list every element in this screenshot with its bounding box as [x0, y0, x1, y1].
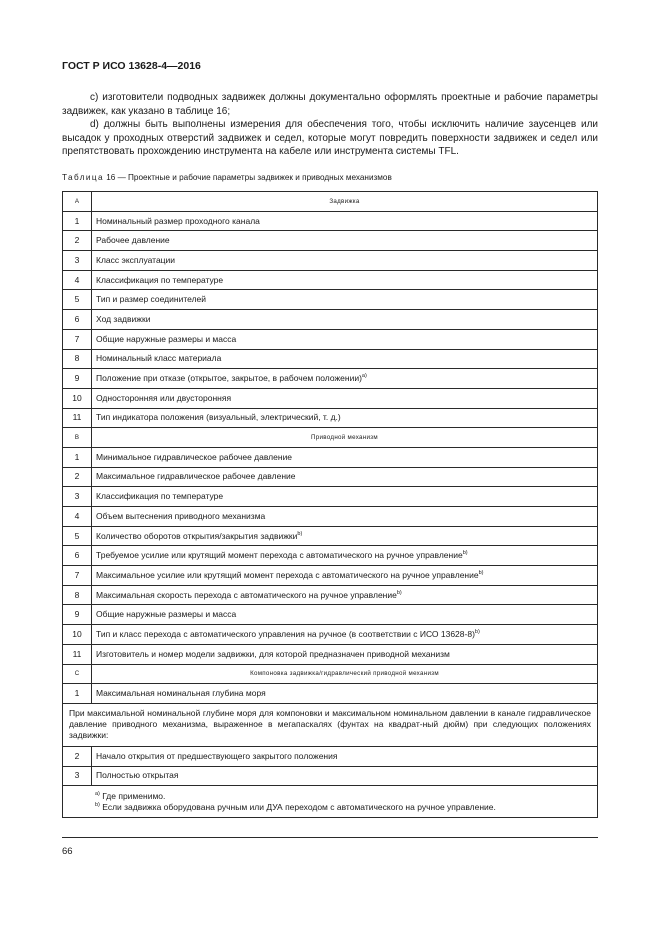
row-text: Минимальное гидравлическое рабочее давление [96, 451, 293, 462]
row-text-cell [92, 467, 598, 487]
row-text: Начало открытия от предшествующего закрытого положения [96, 750, 338, 761]
footnote-text: Если задвижка оборудована ручным или ДУА переходом с автоматического на ручное управление. [102, 801, 496, 812]
row-text: Классификация по температуре [96, 491, 224, 502]
row-text-cell [92, 625, 598, 645]
table-row [63, 211, 598, 231]
row-text: Максимальная номинальная глубина моря [96, 688, 266, 699]
table-row [63, 625, 598, 645]
footnote-line [95, 802, 591, 813]
row-number: 7 [63, 566, 92, 586]
row-number: 4 [63, 270, 92, 290]
row-text-cell [92, 585, 598, 605]
row-text-cell [92, 746, 598, 766]
footnote-ref: b) [396, 589, 402, 596]
section-title: Приводной механизм [92, 428, 598, 448]
table-row [63, 605, 598, 625]
table-caption [62, 173, 392, 182]
row-text: Объем вытеснения приводного механизма [96, 510, 266, 521]
row-text-cell [92, 605, 598, 625]
table-row [63, 746, 598, 766]
footnote-mark: a) [95, 791, 100, 798]
footnote-ref: a) [361, 373, 367, 380]
row-text-cell [92, 526, 598, 546]
row-text-cell [92, 211, 598, 231]
row-text-cell [92, 566, 598, 586]
table-row [63, 310, 598, 330]
table-row [63, 566, 598, 586]
row-text-cell [92, 546, 598, 566]
row-text-cell [92, 408, 598, 428]
row-text: Номинальный размер проходного канала [96, 215, 260, 226]
row-number: 4 [63, 507, 92, 527]
row-text: Максимальное гидравлическое рабочее давление [96, 471, 296, 482]
row-number: 8 [63, 585, 92, 605]
row-text: Полностью открытая [96, 770, 179, 781]
table-row [63, 467, 598, 487]
row-number: 7 [63, 329, 92, 349]
row-text-cell [92, 487, 598, 507]
document-header: ГОСТ Р ИСО 13628-4—2016 [62, 60, 201, 72]
row-number: 6 [63, 310, 92, 330]
row-text: Требуемое усилие или крутящий момент перехода с автоматического на ручное управление [96, 550, 463, 561]
row-text: Изготовитель и номер модели задвижки, для которой предназначен приводной механизм [96, 648, 450, 659]
row-number: 5 [63, 526, 92, 546]
table-row [63, 526, 598, 546]
row-number: 9 [63, 369, 92, 389]
row-text-cell [92, 766, 598, 786]
row-number: 3 [63, 251, 92, 271]
row-text-cell [92, 369, 598, 389]
row-number: 2 [63, 746, 92, 766]
row-text-cell [92, 447, 598, 467]
row-text-cell [92, 349, 598, 369]
bottom-rule [62, 837, 598, 838]
section-letter: А [63, 192, 92, 212]
footnote-text: Где применимо. [102, 791, 166, 802]
paragraph-d: d) должны быть выполнены измерения для обеспечения того, чтобы исключить наличие заусенцев или высадок у проходных отверстий задвижек и седел, которые могут повредить поверхности задвижек и седел или препятствовать прохождению инструмента на кабеле или инструмента системы TFL. [62, 119, 598, 157]
section-letter: В [63, 428, 92, 448]
row-number: 8 [63, 349, 92, 369]
footnote-ref: b) [478, 570, 484, 577]
row-text: Максимальное усилие или крутящий момент перехода с автоматического на ручное управление [96, 569, 479, 580]
table-row [63, 447, 598, 467]
footnote-ref: b) [297, 530, 303, 537]
row-text: Положение при отказе (открытое, закрытое, в рабочем положении) [96, 373, 362, 384]
row-text: Номинальный класс материала [96, 353, 222, 364]
footnote-ref: b) [462, 550, 468, 557]
row-text-cell [92, 310, 598, 330]
footnotes-cell [63, 786, 598, 818]
row-text-cell [92, 251, 598, 271]
row-number: 10 [63, 625, 92, 645]
row-number: 1 [63, 211, 92, 231]
table-row [63, 644, 598, 664]
section-title: Компоновка задвижка/гидравлический приводной механизм [92, 664, 598, 684]
footnote-ref: b) [474, 629, 480, 636]
row-text: Общие наружные размеры и масса [96, 609, 237, 620]
note-row [63, 703, 598, 746]
row-text: Количество оборотов открытия/закрытия задвижки [96, 530, 298, 541]
row-text-cell [92, 644, 598, 664]
row-text-cell [92, 388, 598, 408]
row-text: Ход задвижки [96, 313, 151, 324]
table-row [63, 408, 598, 428]
row-text: Тип индикатора положения (визуальный, электрический, т. д.) [96, 412, 341, 423]
row-number: 3 [63, 487, 92, 507]
row-text-cell [92, 684, 598, 704]
footnote-line [95, 791, 591, 802]
footnote-mark: b) [95, 801, 100, 808]
table-row [63, 270, 598, 290]
row-text: Максимальная скорость перехода с автоматического на ручное управление [96, 589, 397, 600]
table-row [63, 251, 598, 271]
row-text: Односторонняя или двусторонняя [96, 392, 232, 403]
paragraph-c: с) изготовители подводных задвижек должны документально оформлять проектные и рабочие параметры задвижек, как указано в таблице 16; [62, 92, 598, 117]
footnotes-row [63, 786, 598, 818]
row-number: 1 [63, 684, 92, 704]
row-text-cell [92, 507, 598, 527]
row-number: 11 [63, 408, 92, 428]
section-title: Задвижка [92, 192, 598, 212]
row-number: 3 [63, 766, 92, 786]
table-row [63, 507, 598, 527]
parameters-table [62, 191, 598, 818]
row-text-cell [92, 290, 598, 310]
note-text: При максимальной номинальной глубине моря для компоновки и максимальном номинальном давлении в канале гидравлическое давление приводного механизма, выраженное в мегапаскалях (фунтах на квадрат-ный дюйм) при следующих положениях задвижки: [63, 703, 598, 746]
row-number: 10 [63, 388, 92, 408]
table-row [63, 766, 598, 786]
table-caption-label: Таблица [62, 173, 104, 182]
table-row [63, 388, 598, 408]
row-text: Тип и класс перехода с автоматического управления на ручное (в соответствии с ИСО 13628-8) [96, 628, 475, 639]
section-header-row [63, 428, 598, 448]
row-text: Рабочее давление [96, 235, 170, 246]
table-row [63, 349, 598, 369]
row-text: Общие наружные размеры и масса [96, 333, 237, 344]
row-text: Класс эксплуатации [96, 254, 176, 265]
row-number: 1 [63, 447, 92, 467]
page-number: 66 [62, 846, 73, 857]
table-row [63, 369, 598, 389]
table-row [63, 290, 598, 310]
section-header-row [63, 192, 598, 212]
row-number: 2 [63, 231, 92, 251]
row-text: Классификация по температуре [96, 274, 224, 285]
table-caption-text: 16 — Проектные и рабочие параметры задвижек и приводных механизмов [106, 173, 392, 182]
table-row [63, 487, 598, 507]
row-number: 5 [63, 290, 92, 310]
section-letter: С [63, 664, 92, 684]
row-number: 6 [63, 546, 92, 566]
table-row [63, 546, 598, 566]
table-row [63, 684, 598, 704]
table-row [63, 231, 598, 251]
table-row [63, 585, 598, 605]
row-number: 11 [63, 644, 92, 664]
row-text: Тип и размер соединителей [96, 294, 206, 305]
section-header-row [63, 664, 598, 684]
row-number: 2 [63, 467, 92, 487]
row-text-cell [92, 329, 598, 349]
table-row [63, 329, 598, 349]
row-number: 9 [63, 605, 92, 625]
row-text-cell [92, 270, 598, 290]
row-text-cell [92, 231, 598, 251]
